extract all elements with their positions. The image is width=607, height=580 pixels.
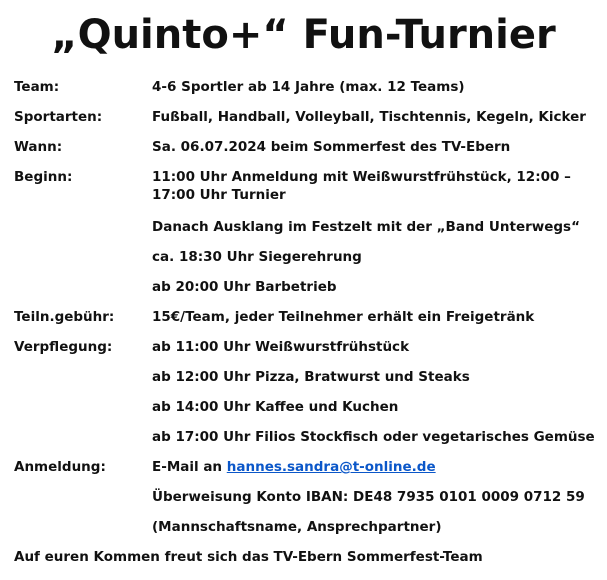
label-wann: Wann: xyxy=(14,139,63,155)
value-verpflegung-line-4: ab 17:00 Uhr Filios Stockfisch oder vegetarisches Gemüse xyxy=(152,429,595,445)
label-teilnahmegebuehr: Teiln.gebühr: xyxy=(14,309,115,325)
label-team: Team: xyxy=(14,79,60,95)
value-team: 4-6 Sportler ab 14 Jahre (max. 12 Teams) xyxy=(152,79,465,95)
label-sportarten: Sportarten: xyxy=(14,109,103,125)
value-verpflegung-line-1: ab 11:00 Uhr Weißwurstfrühstück xyxy=(152,339,410,355)
label-anmeldung: Anmeldung: xyxy=(14,459,106,475)
value-teilnahmegebuehr: 15€/Team, jeder Teilnehmer erhält ein Freigetränk xyxy=(152,309,535,325)
label-beginn: Beginn: xyxy=(14,169,73,185)
footer-text: Auf euren Kommen freut sich das TV-Ebern Sommerfest-Team xyxy=(14,549,483,565)
value-anmeldung-email-line xyxy=(152,458,436,476)
email-link[interactable]: hannes.sandra@t-online.de xyxy=(226,459,436,475)
value-anmeldung-note: (Mannschaftsname, Ansprechpartner) xyxy=(152,519,442,535)
value-anmeldung-iban: Überweisung Konto IBAN: DE48 7935 0101 0009 0712 59 xyxy=(152,489,585,505)
value-sportarten: Fußball, Handball, Volleyball, Tischtennis, Kegeln, Kicker xyxy=(152,109,586,125)
page-title: „Quinto+“ Fun-Turnier xyxy=(51,12,556,58)
value-wann: Sa. 06.07.2024 beim Sommerfest des TV-Ebern xyxy=(152,139,511,155)
email-prefix: E-Mail an xyxy=(152,459,227,475)
value-verpflegung-line-2: ab 12:00 Uhr Pizza, Bratwurst und Steaks xyxy=(152,369,470,385)
label-verpflegung: Verpflegung: xyxy=(14,339,113,355)
value-beginn-line-2: Danach Ausklang im Festzelt mit der „Band Unterwegs“ xyxy=(152,219,580,235)
value-beginn-line-4: ab 20:00 Uhr Barbetrieb xyxy=(152,279,337,295)
value-beginn-line-3: ca. 18:30 Uhr Siegerehrung xyxy=(152,249,362,265)
value-verpflegung-line-3: ab 14:00 Uhr Kaffee und Kuchen xyxy=(152,399,399,415)
value-beginn-line-1: 11:00 Uhr Anmeldung mit Weißwurstfrühstück, 12:00 – 17:00 Uhr Turnier xyxy=(152,169,571,203)
